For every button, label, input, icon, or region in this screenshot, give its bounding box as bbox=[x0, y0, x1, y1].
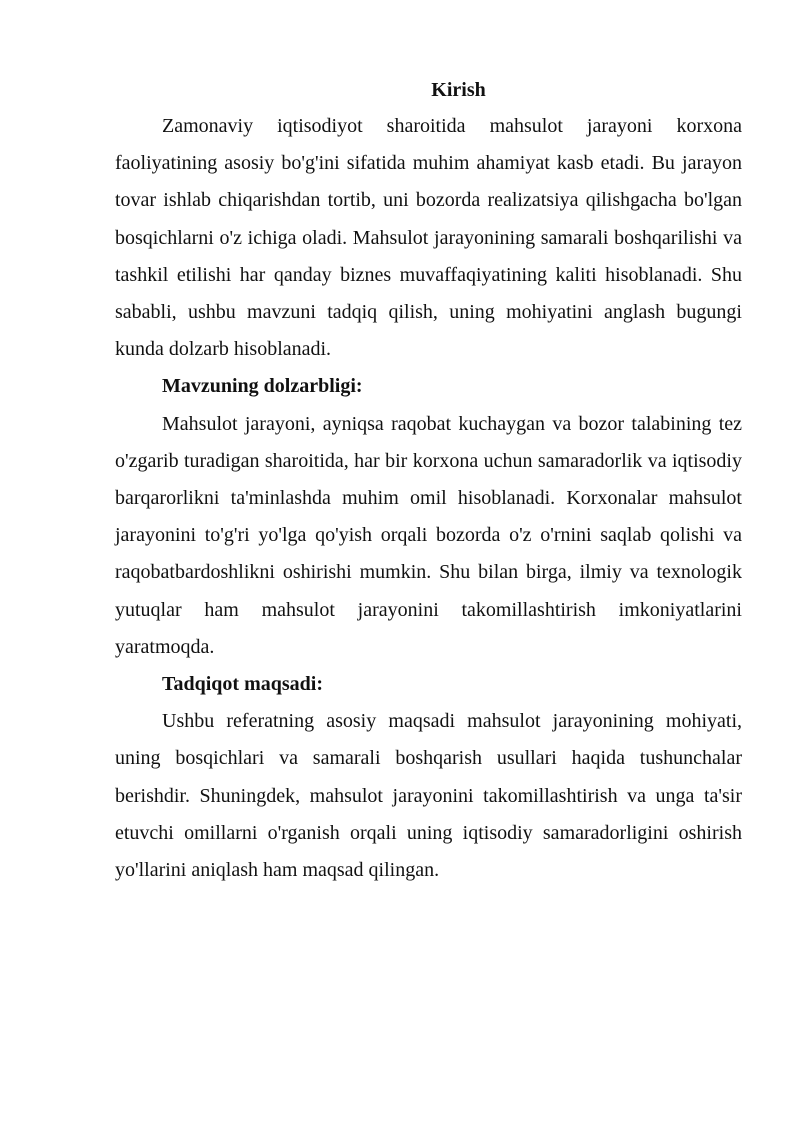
research-goal-paragraph: Ushbu referatning asosiy maqsadi mahsulot jarayonining mohiyati, uning bosqichlari va samarali boshqarish usullari haqida tushunchalar berishdir. Shuningdek, mahsulot jarayonini takomillashtirish va unga ta'sir etuvchi omillarni o'rganish orqali uning iqtisodiy samaradorligini oshirish yo'llarini aniqlash ham maqsad qilingan. bbox=[115, 710, 742, 882]
document-page bbox=[115, 72, 742, 889]
intro-paragraph: Zamonaviy iqtisodiyot sharoitida mahsulot jarayoni korxona faoliyatining asosiy bo'g'ini sifatida muhim ahamiyat kasb etadi. Bu jarayon tovar ishlab chiqarishdan tortib, uni bozorda realizatsiya qilishgacha bo'lgan bosqichlarni o'z ichiga oladi. Mahsulot jarayonining samarali boshqarilishi va tashkil etilishi har qanday biznes muvaffaqiyatining kaliti hisoblanadi. Shu sababli, ushbu mavzuni tadqiq qilish, uning mohiyatini anglash bugungi kunda dolzarb hisoblanadi. bbox=[115, 115, 742, 361]
section-heading-relevance: Mavzuning dolzarbligi: bbox=[162, 375, 363, 398]
section-heading-research-goal: Tadqiqot maqsadi: bbox=[162, 673, 323, 696]
relevance-paragraph: Mahsulot jarayoni, ayniqsa raqobat kuchaygan va bozor talabining tez o'zgarib turadigan sharoitida, har bir korxona uchun samaradorlik va iqtisodiy barqarorlikni ta'minlashda muhim omil hisoblanadi. Korxonalar mahsulot jarayonini to'g'ri yo'lga qo'yish orqali bozorda o'z o'rnini saqlab qolishi va raqobatbardoshlikni oshirishi mumkin. Shu bilan birga, ilmiy va texnologik yutuqlar ham mahsulot jarayonini takomillashtirish imkoniyatlarini yaratmoqda. bbox=[115, 412, 742, 658]
document-title: Kirish bbox=[431, 79, 486, 101]
